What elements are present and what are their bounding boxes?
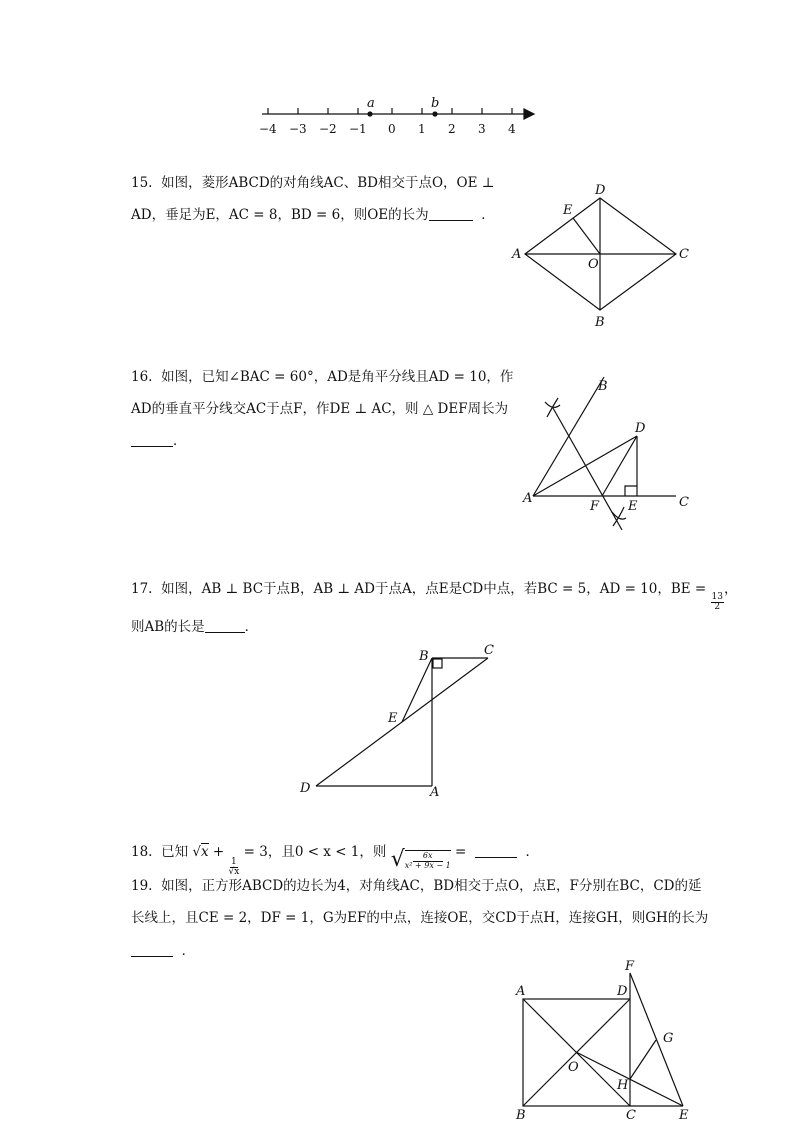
q19-tail: ． [181,943,196,959]
label-b: B [516,1108,526,1123]
label-b: B [595,315,605,330]
label-c: C [484,643,494,658]
label-e: E [679,1108,689,1123]
q18-pre: 已知 [161,844,189,860]
point-b-label: b [431,96,440,111]
label-b: B [598,379,608,394]
sqrt-expression: √ $\frac{6x}{\text{x² + 9x − 1}}$ [390,847,451,872]
fraction-denominator: 2 [714,602,721,612]
fraction-denominator: x² + 9x − 1 [404,860,451,870]
label-e: E [388,711,398,726]
q18-eq2-tail: = [455,844,467,860]
point-a-label: a [367,96,375,111]
label-d: D [300,781,311,796]
label-f: F [590,499,600,514]
question-number: 15. [131,175,153,191]
label-c: C [679,247,689,262]
tick-label: −3 [289,122,307,136]
tick-label: 4 [508,122,516,136]
q15-text-1: 如图，菱形ABCD的对角线AC、BD相交于点O，OE ⊥ [161,175,495,191]
tick-label: 2 [448,122,456,136]
q15-text-2: AD，垂足为E，AC = 8，BD = 6，则OE的长为 [131,207,429,223]
tick-label: −4 [259,122,277,136]
q19-text-2: 长线上，且CE = 2，DF = 1，G为EF的中点，连接OE，交CD于点H，连接GH，则GH的长为 [131,910,709,926]
label-f: F [625,959,635,974]
label-d: D [595,183,606,198]
q15-tail: ． [481,207,495,223]
label-a: A [512,247,522,262]
label-g: G [663,1031,674,1046]
question-number: 18. [131,844,153,860]
label-o: O [588,257,599,272]
fraction-numerator: 6x [413,852,443,862]
segment-fe [630,973,683,1106]
label-a: A [516,984,526,999]
label-a: A [523,491,533,506]
fraction-numerator: 13 [711,592,723,602]
sqrt-x-plus-reciprocal: √x + [192,844,229,860]
q19-text-1: 如图，正方形ABCD的边长为4，对角线AC，BD相交于点O，点E，F分别在BC，CD的延 [161,878,702,894]
label-e: E [628,499,638,514]
question-number: 16. [131,369,153,385]
question-number: 19. [131,878,153,894]
label-b: B [419,649,429,664]
q16-text-2: AD的垂直平分线交AC于点F，作DE ⊥ AC，则 △ DEF周长为 [131,401,509,417]
q17-text-end: ， [723,581,738,597]
q17-text-1: 如图，AB ⊥ BC于点B，AB ⊥ AD于点A，点E是CD中点，若BC = 5，AD = 10，BE = [161,581,707,597]
q17-tail: ． [244,619,259,635]
label-a: A [430,785,440,800]
label-o: O [568,1060,579,1075]
tick-label: 1 [418,122,426,136]
q17-text-2: 则AB的长是 [131,619,205,635]
segment-hg [630,1040,656,1079]
tick-label: −1 [349,122,367,136]
fraction-1-over-sqrt-x: $\frac{1}{√x}$ [228,857,240,877]
label-h: H [617,1078,629,1093]
label-d: D [635,421,646,436]
label-e: E [563,203,573,218]
label-d: D [617,984,628,999]
tick-label: 0 [388,122,396,136]
tick-label: 3 [478,122,486,136]
q16-text-1: 如图，已知∠BAC = 60°，AD是角平分线且AD = 10，作 [161,369,514,385]
label-c: C [679,495,689,510]
q18-tail: ． [525,844,540,860]
q16-tail: ． [173,433,187,449]
tick-label: −2 [319,122,337,136]
question-number: 17. [131,581,153,597]
q18-eq1-tail: = 3，且0 < x < 1，则 [243,844,387,860]
label-c: C [626,1108,636,1123]
